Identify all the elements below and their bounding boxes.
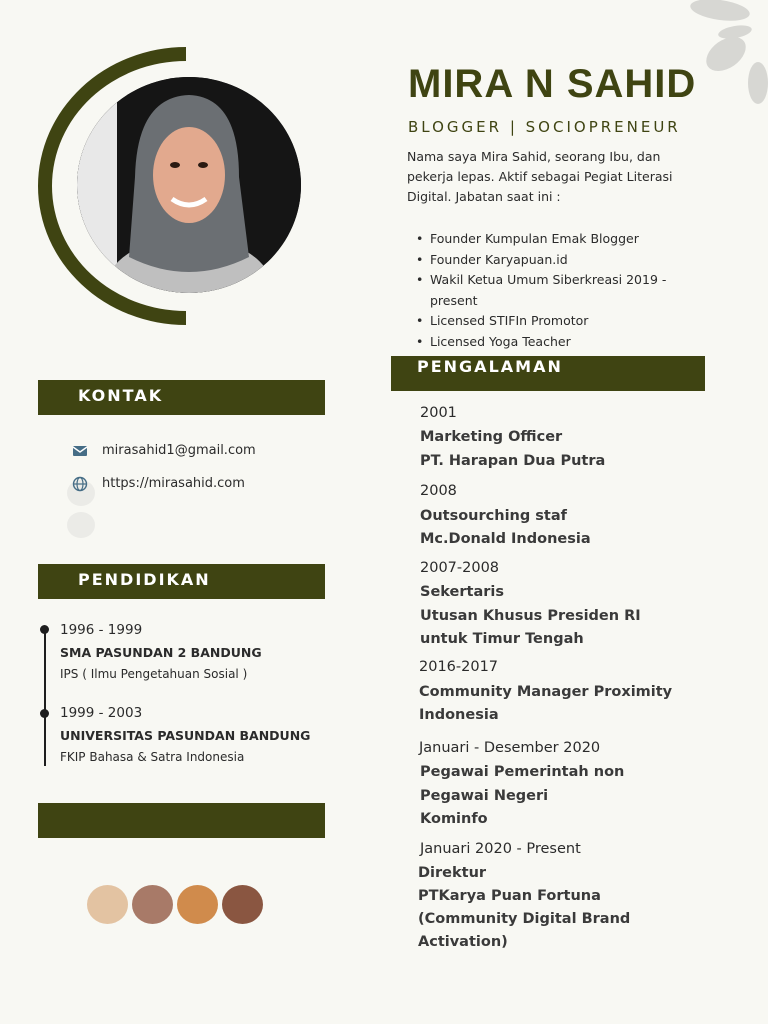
education-school: SMA PASUNDAN 2 BANDUNG: [60, 645, 262, 660]
contact-section-header: [38, 380, 325, 415]
experience-line: Mc.Donald Indonesia: [420, 531, 591, 547]
profile-photo: [77, 77, 301, 293]
website-link[interactable]: https://mirasahid.com: [102, 476, 245, 491]
current-roles-list: [416, 229, 706, 353]
education-years: 1996 - 1999: [60, 622, 143, 638]
experience-date: Januari - Desember 2020: [419, 740, 601, 756]
experience-section-header: [391, 356, 705, 391]
list-item: • Wakil Ketua Umum Siberkreasi 2019 - present: [416, 270, 706, 311]
color-swatch: [222, 885, 263, 924]
timeline-dot: [40, 625, 49, 634]
color-swatch: [87, 885, 128, 924]
experience-date: 2008: [420, 483, 457, 499]
experience-line: PT. Harapan Dua Putra: [420, 453, 606, 469]
globe-icon: [72, 476, 88, 492]
decorative-blob: [748, 62, 768, 104]
envelope-icon: [72, 443, 88, 459]
profile-photo-illustration: [77, 77, 301, 293]
experience-line: untuk Timur Tengah: [420, 631, 584, 647]
color-swatch: [177, 885, 218, 924]
experience-line: Marketing Officer: [420, 429, 563, 445]
experience-line: Community Manager Proximity: [419, 684, 673, 700]
color-swatch: [132, 885, 173, 924]
experience-line: Pegawai Pemerintah non: [420, 764, 625, 780]
education-major: IPS ( Ilmu Pengetahuan Sosial ): [60, 667, 248, 681]
experience-heading: PENGALAMAN: [417, 357, 563, 376]
experience-date: 2007-2008: [420, 560, 500, 576]
intro-paragraph: Nama saya Mira Sahid, seorang Ibu, dan pekerja lepas. Aktif sebagai Pegiat Literasi Digital. Jabatan saat ini :: [407, 149, 673, 204]
list-item: • Founder Kumpulan Emak Blogger: [416, 229, 706, 250]
timeline-dot: [40, 709, 49, 718]
person-name: MIRA N SAHID: [408, 62, 697, 106]
education-section-header: [38, 564, 325, 599]
timeline-line: [44, 630, 46, 766]
contact-heading: KONTAK: [78, 386, 164, 405]
email-text[interactable]: mirasahid1@gmail.com: [102, 443, 256, 458]
experience-line: Activation): [418, 934, 508, 950]
education-heading: PENDIDIKAN: [78, 570, 211, 589]
experience-line: PTKarya Puan Fortuna: [418, 888, 601, 904]
experience-line: Indonesia: [419, 707, 499, 723]
experience-line: Outsourching staf: [420, 508, 567, 524]
experience-line: Pegawai Negeri: [420, 788, 549, 804]
experience-line: Sekertaris: [420, 584, 504, 600]
list-item: • Founder Karyapuan.id: [416, 250, 706, 271]
experience-date: 2016-2017: [419, 659, 499, 675]
education-school: UNIVERSITAS PASUNDAN BANDUNG: [60, 728, 311, 743]
education-major: FKIP Bahasa & Satra Indonesia: [60, 750, 245, 764]
decorative-blob: [689, 0, 751, 24]
list-item: • Licensed Yoga Teacher: [416, 332, 706, 353]
experience-line: Utusan Khusus Presiden RI: [420, 608, 641, 624]
person-subtitle: BLOGGER | SOCIOPRENEUR: [408, 118, 681, 136]
empty-section-header: [38, 803, 325, 838]
experience-line: Kominfo: [420, 811, 488, 827]
education-years: 1999 - 2003: [60, 705, 143, 721]
experience-date: 2001: [420, 405, 457, 421]
experience-line: Direktur: [418, 865, 487, 881]
experience-line: (Community Digital Brand: [418, 911, 631, 927]
list-item: • Licensed STIFIn Promotor: [416, 311, 706, 332]
experience-date: Januari 2020 - Present: [420, 841, 581, 857]
decorative-circle: [67, 512, 95, 538]
